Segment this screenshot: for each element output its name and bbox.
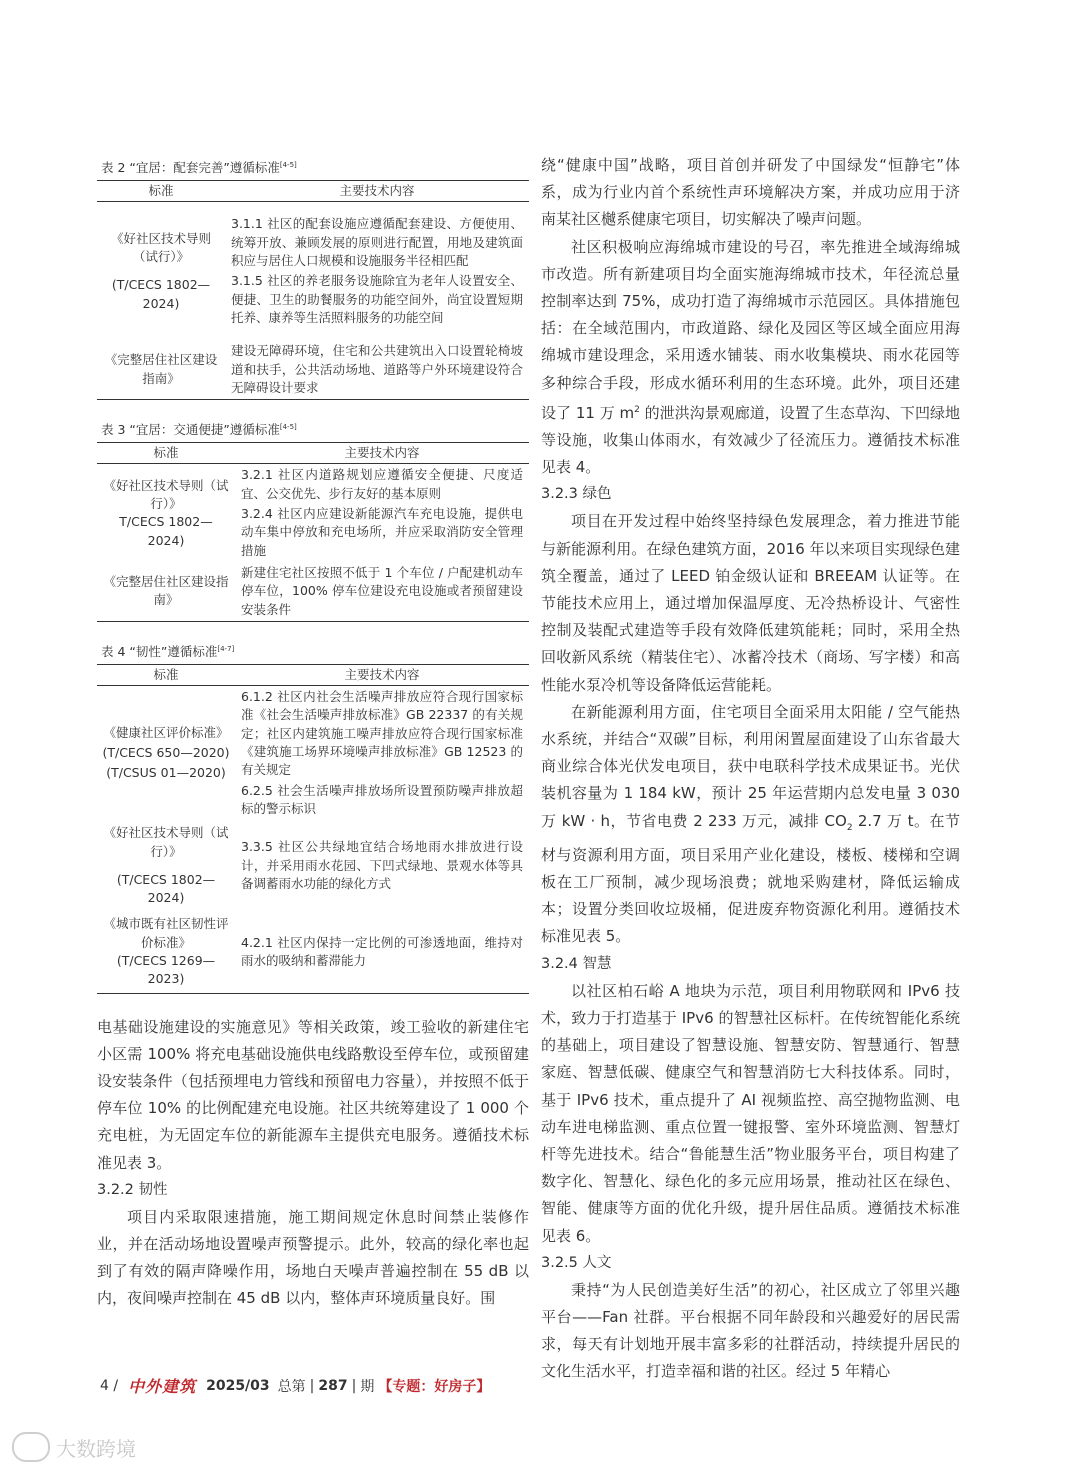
table-row	[97, 562, 529, 621]
table-4	[97, 664, 529, 994]
content-cell: 建设无障碍环境，住宅和公共建筑出入口设置轮椅坡道和扶手，公共活动场地、道路等户外环境建设符合无障碍设计要求	[231, 343, 523, 395]
header-content: 主要技术内容	[339, 183, 415, 198]
header-standard: 标准	[153, 666, 179, 682]
paragraph: 电基础设施建设的实施意见》等相关政策，竣工验收的新建住宅小区需 100% 将充电基础设施供电线路敷设至停车位，或预留建设安装条件（包括预埋电力管线和预留电力容量），并按照不低于停车位 10% 的比例配建充电设施。社区共统筹建设了 1 000 个充电桩，为无固定车位的新能源车主提供充电服务。遵循技术标准见表 3。	[97, 1017, 529, 1172]
section-heading-3-2-3: 3.2.3 绿色	[541, 486, 612, 503]
header-content: 主要技术内容	[344, 666, 420, 682]
paragraph: 项目内采取限速措施，施工期间规定休息时间禁止装修作业，并在活动场地设置噪声预警提示。此外，较高的绿化率也起到了有效的隔声降噪作用，场地白天噪声普遍控制在 55 dB 以内，夜间噪声控制在 45 dB 以内，整体声环境质量良好。围	[97, 1207, 529, 1308]
left-body-text	[97, 1014, 529, 1313]
table-row	[97, 464, 529, 562]
paragraph: 绕“健康中国”战略，项目首创并研发了中国绿发“恒静宅”体系，成为行业内首个系统性声环境解决方案，并成功应用于济南某社区樾系健康宅项目，切实解决了噪声问题。	[541, 156, 960, 229]
section-heading-3-2-2: 3.2.2 韧性	[97, 1181, 168, 1198]
table-4-caption: 表 4 “韧性”遵循标准[4-7]	[101, 643, 235, 659]
table-3-caption: 表 3 “宜居：交通便捷”遵循标准[4-5]	[101, 422, 297, 438]
header-standard: 标准	[153, 445, 179, 461]
table-row	[97, 340, 529, 399]
table-row	[97, 686, 529, 821]
issue-label: 期	[360, 1378, 375, 1395]
page-footer: 4 / 中外建筑 2025/03 总第 | 287 | 期 【专题：好房子】	[100, 1374, 490, 1397]
standard-cell: 《好社区技术导则（试行）》 T/CECS 1802—2024)	[103, 477, 229, 548]
content-cell: 3.2.1 社区内道路规划应遵循安全便捷、尺度适宜、公交优先、步行友好的基本原则 3.2.4 社区内应建设新能源汽车充电设施，提供电动车集中停放和充电场所，并应采取消防安全管理措施	[241, 467, 523, 558]
paragraph: 秉持“为人民创造美好生活”的初心，社区成立了邻里兴趣平台——Fan 社群。平台根据不同年龄段和兴趣爱好的居民需求，每天有计划地开展丰富多彩的社群活动，持续提升居民的文化生活水平，打造幸福和谐的社区。经过 5 年精心	[541, 1280, 960, 1381]
page-number: 4 /	[100, 1377, 119, 1394]
table-row	[97, 202, 529, 341]
standard-cell: 《完整居住社区建设指南》	[104, 352, 218, 386]
table-header-row	[97, 181, 529, 202]
standard-cell: 《城市既有社区韧性评价标准》 (T/CECS 1269—2023)	[103, 916, 229, 987]
watermark-logo-icon	[12, 1432, 50, 1462]
standard-cell: 《好社区技术导则（试行）》 (T/CECS 1802—2024)	[110, 230, 211, 311]
table-3	[97, 442, 529, 622]
table-header-row	[97, 443, 529, 464]
table-2-caption: 表 2 “宜居：配套完善”遵循标准[4-5]	[101, 160, 297, 175]
table-2	[97, 180, 529, 400]
standard-cell: 《好社区技术导则（试行）》 (T/CECS 1802—2024)	[103, 825, 229, 906]
content-cell: 3.1.1 社区的配套设施应遵循配套建设、方便使用、统筹开放、兼顾发展的原则进行配置，用地及建筑面积应与居住人口规模和设施服务半径相匹配 3.1.5 社区的养老服务设施除宜为老年人设置安全、便捷、卫生的助餐服务的功能空间外，尚宜设置短期托养、康养等生活照料服务的功能空间	[231, 216, 523, 325]
standard-cell: 《健康社区评价标准》 (T/CECS 650—2020) (T/CSUS 01—2020)	[102, 724, 230, 781]
table-row	[97, 911, 529, 993]
topic-tag: 【专题：好房子】	[378, 1378, 491, 1395]
paragraph: 社区积极响应海绵城市建设的号召，率先推进全域海绵城市改造。所有新建项目均全面实施海绵城市技术，年径流总量控制率达到 75%，成功打造了海绵城市示范园区。具体措施包括：在全域范围内，市政道路、绿化及园区等区域全面应用海绵城市建设理念，采用透水铺装、雨水收集模块、雨水花园等多种综合手段，形成水循环利用的生态环境。此外，项目还建设了 11 万 $m^2$ 的泄洪沟景观廊道，设置了生态草沟、下凹绿地等设施，收集山体雨水，有效减少了径流压力。遵循技术标准见表 4。	[541, 237, 960, 477]
right-body-text	[541, 152, 960, 1386]
content-cell: 3.3.5 社区公共绿地宜结合场地雨水排放进行设计，并采用雨水花园、下凹式绿地、景观水体等具备调蓄雨水功能的绿化方式	[241, 839, 523, 891]
issue-date: 2025/03	[206, 1377, 270, 1394]
paragraph: 以社区柏石峪 A 地块为示范，项目利用物联网和 IPv6 技术，致力于打造基于 IPv6 的智慧社区标杆。在传统智能化系统的基础上，项目建设了智慧设施、智慧安防、智慧通行、智慧家庭、智慧低碳、健康空气和智慧消防七大科技体系。同时，基于 IPv6 技术，重点提升了 AI 视频监控、高空抛物监测、电动车进电梯监测、重点位置一键报警、室外环境监测、智慧灯杆等先进技术。结合“鲁能慧生活”物业服务平台，项目构建了数字化、智慧化、绿色化的多元应用场景，推动社区在绿色、智能、健康等方面的优化升级，提升居住品质。遵循技术标准见表 6。	[541, 981, 960, 1245]
right-column	[541, 152, 960, 1386]
section-heading-3-2-4: 3.2.4 智慧	[541, 955, 612, 972]
content-cell: 6.1.2 社区内社会生活噪声排放应符合现行国家标准《社会生活噪声排放标准》GB 22337 的有关规定；社区内建筑施工噪声排放应符合现行国家标准《建筑施工场界环境噪声排放标准》GB 12523 的有关规定 6.2.5 社会生活噪声排放场所设置预防噪声排放超标的警示标识	[241, 689, 523, 816]
content-cell: 新建住宅社区按照不低于 1 个车位 / 户配建机动车停车位，100% 停车位建设充电设施或者预留建设安装条件	[241, 564, 523, 617]
watermark	[12, 1432, 136, 1462]
header-content: 主要技术内容	[344, 445, 420, 461]
table-header-row	[97, 664, 529, 685]
paragraph: 在新能源利用方面，住宅项目全面采用太阳能 / 空气能热水系统，并结合“双碳”目标，利用闲置屋面建设了山东省最大商业综合体光伏发电项目，获中电联科学技术成果证书。光伏装机容量为 1 184 kW，预计 25 年运营期内总发电量 3 030 万 kW · h，节省电费 2 233 万元，减排 $CO_2$ 2.7 万 t。在节材与资源利用方面，项目采用产业化建设，楼板、楼梯和空调板在工厂预制，减少现场浪费；就地采购建材，降低运输成本；设置分类回收垃圾桶，促进废弃物资源化利用。遵循技术标准见表 5。	[541, 702, 960, 946]
watermark-text: 大数跨境	[56, 1436, 136, 1461]
journal-logo: 中外建筑	[128, 1377, 197, 1396]
paragraph: 项目在开发过程中始终坚持绿色发展理念，着力推进节能与新能源利用。在绿色建筑方面，2016 年以来项目实现绿色建筑全覆盖，通过了 LEED 铂金级认证和 BREEAM 认证等。在节能技术应用上，通过增加保温厚度、无冷热桥设计、气密性控制及装配式建造等手段有效降低建筑能耗；同时，采用全热回收新风系统（精装住宅）、冰蓄冷技术（商场、写字楼）和高性能水泵冷机等设备降低运营能耗。	[541, 512, 960, 694]
total-label: 总第	[277, 1378, 306, 1395]
table-row	[97, 820, 529, 911]
header-standard: 标准	[148, 183, 174, 198]
total-number: 287	[318, 1377, 348, 1394]
standard-cell: 《完整居住社区建设指南》	[103, 574, 229, 608]
content-cell: 4.2.1 社区内保持一定比例的可渗透地面，维持对雨水的吸纳和蓄滞能力	[241, 934, 523, 969]
left-column	[97, 152, 529, 1313]
section-heading-3-2-5: 3.2.5 人文	[541, 1254, 612, 1271]
